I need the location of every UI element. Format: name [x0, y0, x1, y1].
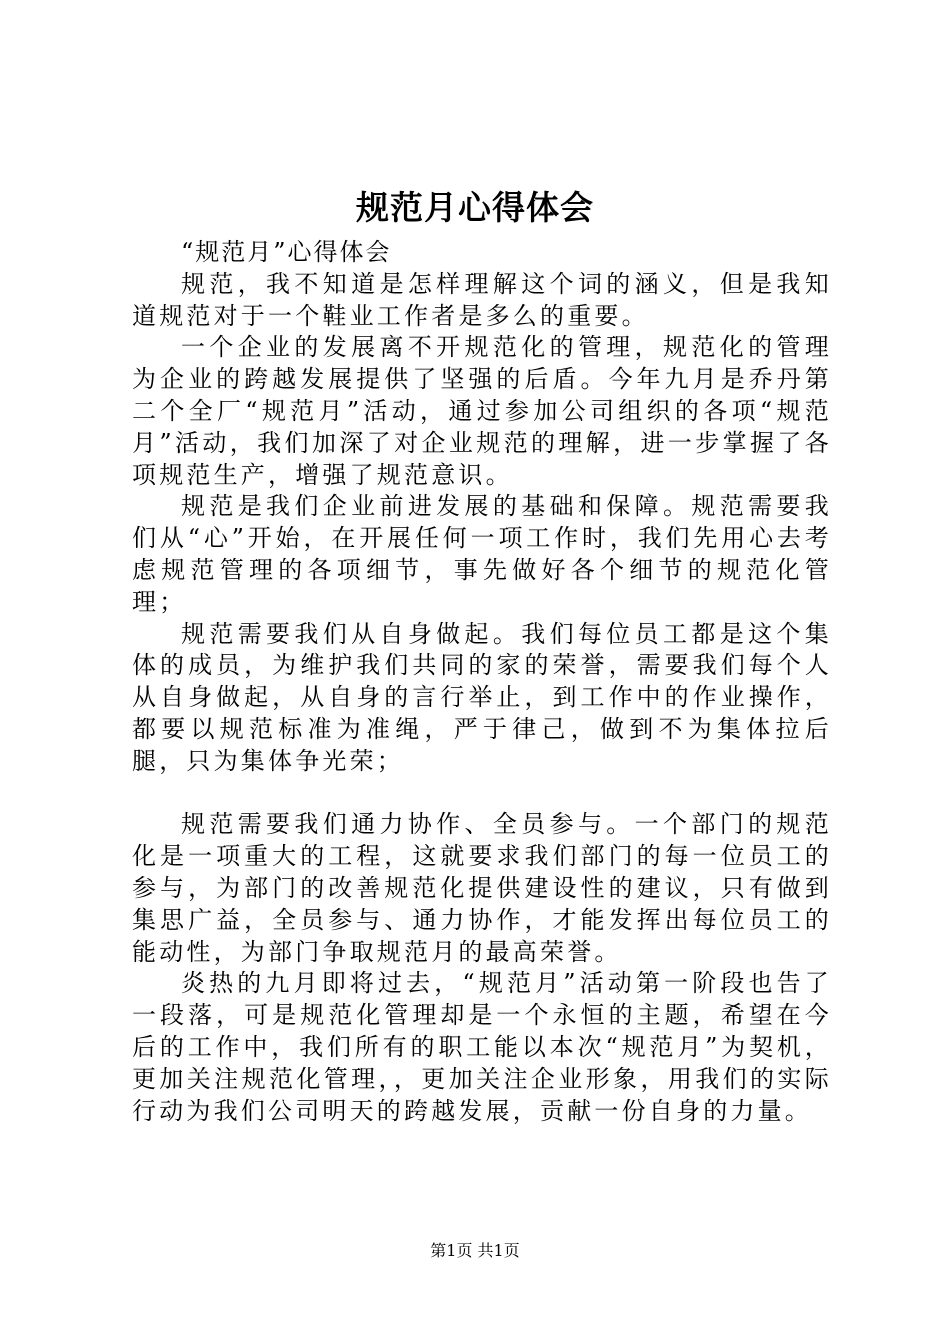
paragraph: 规范，我不知道是怎样理解这个词的涵义，但是我知道规范对于一个鞋业工作者是多么的重要。: [132, 269, 832, 330]
paragraph-heading: “规范月”心得体会: [181, 238, 392, 266]
page-number-footer: 第1页 共1页: [430, 1241, 520, 1260]
paragraph: 规范是我们企业前进发展的基础和保障。规范需要我们从“心”开始，在开展任何一项工作时，我们先用心去考虑规范管理的各项细节，事先做好各个细节的规范化管理；: [132, 492, 832, 616]
paragraph: 一个企业的发展离不开规范化的管理，规范化的管理为企业的跨越发展提供了坚强的后盾。今年九月是乔丹第二个全厂“规范月”活动，通过参加公司组织的各项“规范月”活动，我们加深了对企业规范的理解，进一步掌握了各项规范生产，增强了规范意识。: [132, 333, 832, 489]
document-body: [132, 237, 832, 1127]
blank-line: [132, 778, 832, 810]
paragraph: 规范需要我们通力协作、全员参与。一个部门的规范化是一项重大的工程，这就要求我们部门的每一位员工的参与，为部门的改善规范化提供建设性的建议，只有做到集思广益，全员参与、通力协作，才能发挥出每位员工的能动性，为部门争取规范月的最高荣誉。: [132, 810, 832, 966]
document-title: 规范月心得体会: [356, 188, 594, 227]
paragraph: 规范需要我们从自身做起。我们每位员工都是这个集体的成员，为维护我们共同的家的荣誉，需要我们每个人从自身做起，从自身的言行举止，到工作中的作业操作，都要以规范标准为准绳，严于律己，做到不为集体拉后腿，只为集体争光荣；: [132, 619, 832, 775]
paragraph: 炎热的九月即将过去，“规范月”活动第一阶段也告了一段落，可是规范化管理却是一个永恒的主题，希望在今后的工作中，我们所有的职工能以本次“规范月”为契机，更加关注规范化管理，，更加关注企业形象，用我们的实际行动为我们公司明天的跨越发展，贡献一份自身的力量。: [132, 969, 832, 1125]
